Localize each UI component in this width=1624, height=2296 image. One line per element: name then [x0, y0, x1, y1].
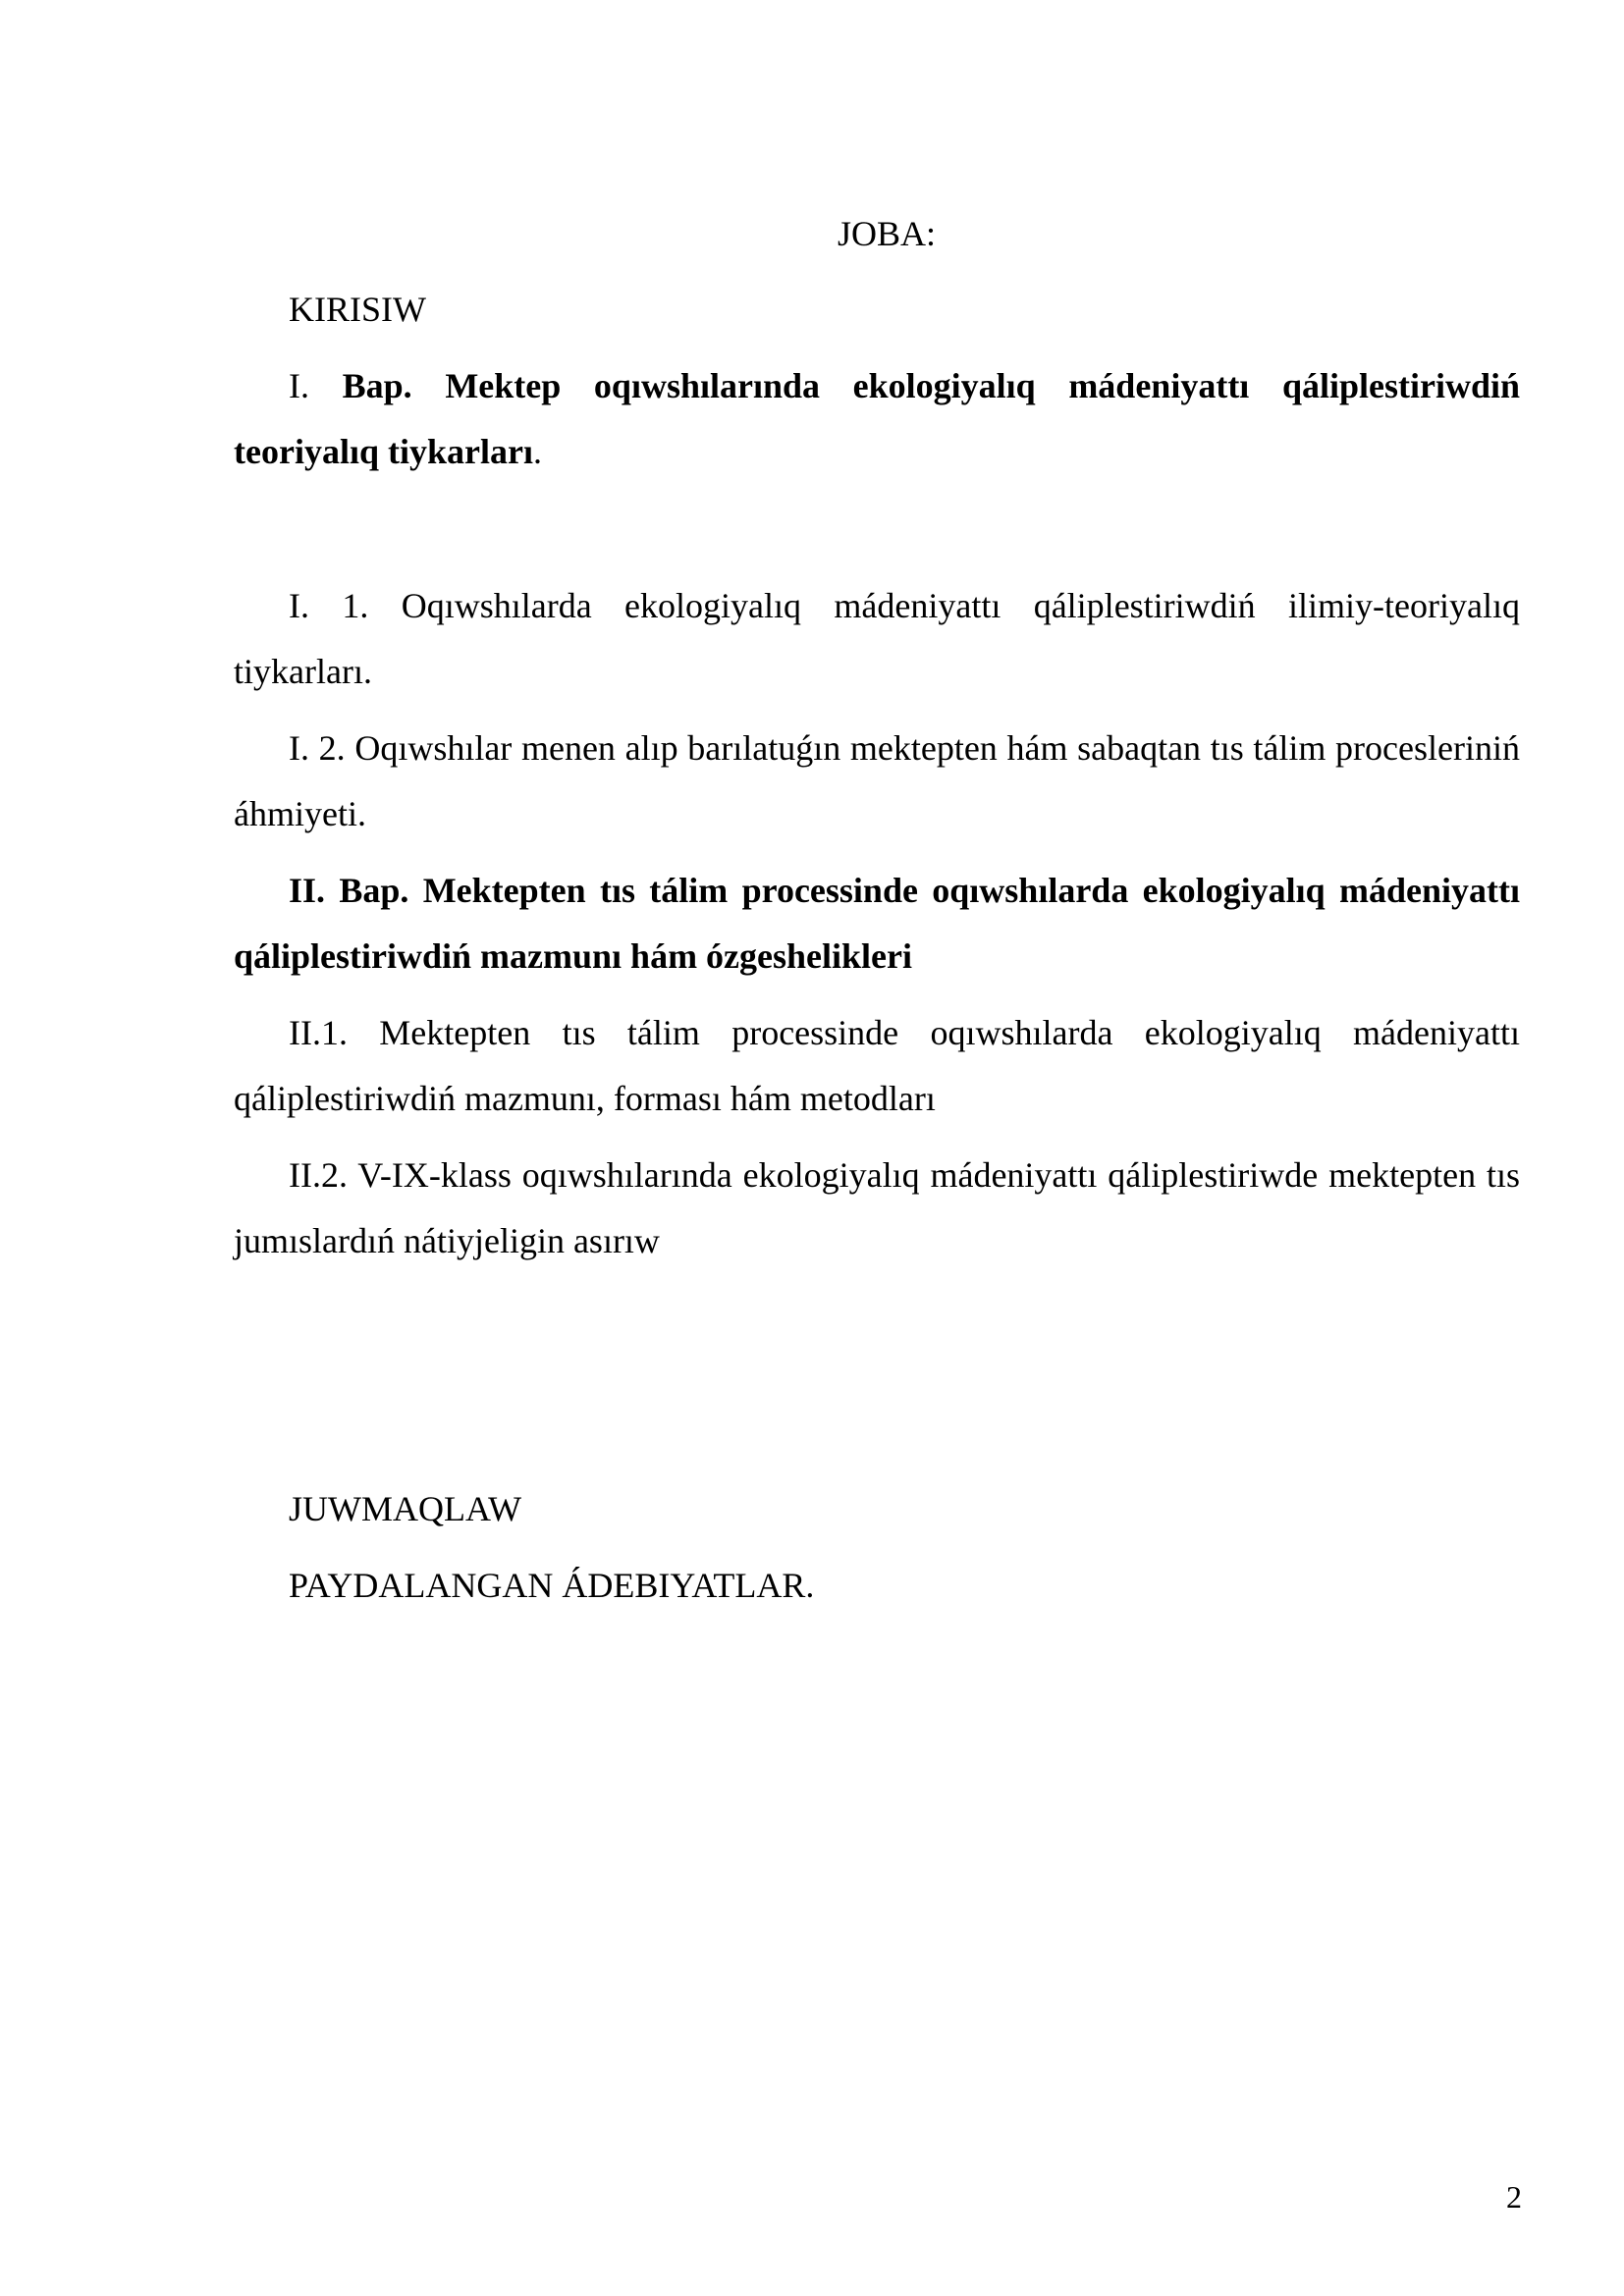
toc-section-1-1: I. 1. Oqıwshılarda ekologiyalıq mádeniyattı qáliplestiriwdiń ilimiy-teoriyalıq tiykarları.: [234, 586, 1520, 691]
page-number: 2: [1506, 2179, 1522, 2215]
chapter-1-title: Bap. Mektep oqıwshılarında ekologiyalıq mádeniyattı qáliplestiriwdiń teoriyalıq tiykarları: [234, 366, 1520, 471]
table-of-contents: [234, 201, 1520, 1619]
chapter-1-number: I.: [289, 366, 343, 405]
toc-chapter-2: II. Bap. Mektepten tıs tálim processinde oqıwshılarda ekologiyalıq mádeniyattı qáliplestiriwdiń mazmunı hám ózgeshelikleri: [234, 871, 1520, 976]
toc-item-references: PAYDALANGAN ÁDEBIYATLAR.: [289, 1566, 815, 1605]
toc-section-2-2: II.2. V-IX-klass oqıwshılarında ekologiyalıq mádeniyattı qáliplestiriwde mektepten tıs jumıslardıń nátiyjeligin asırıw: [234, 1155, 1520, 1260]
toc-chapter-1: [234, 353, 1520, 485]
toc-item-introduction: KIRISIW: [289, 290, 426, 329]
toc-section-2-1: II.1. Mektepten tıs tálim processinde oqıwshılarda ekologiyalıq mádeniyattı qáliplestiriwdiń mazmunı, forması hám metodları: [234, 1013, 1520, 1118]
toc-section-1-2: I. 2. Oqıwshılar menen alıp barılatuǵın mektepten hám sabaqtan tıs tálim procesleriniń áhmiyeti.: [234, 728, 1520, 833]
chapter-1-suffix: .: [532, 432, 542, 471]
page-title: JOBA:: [837, 214, 937, 253]
toc-item-conclusion: JUWMAQLAW: [289, 1489, 522, 1528]
